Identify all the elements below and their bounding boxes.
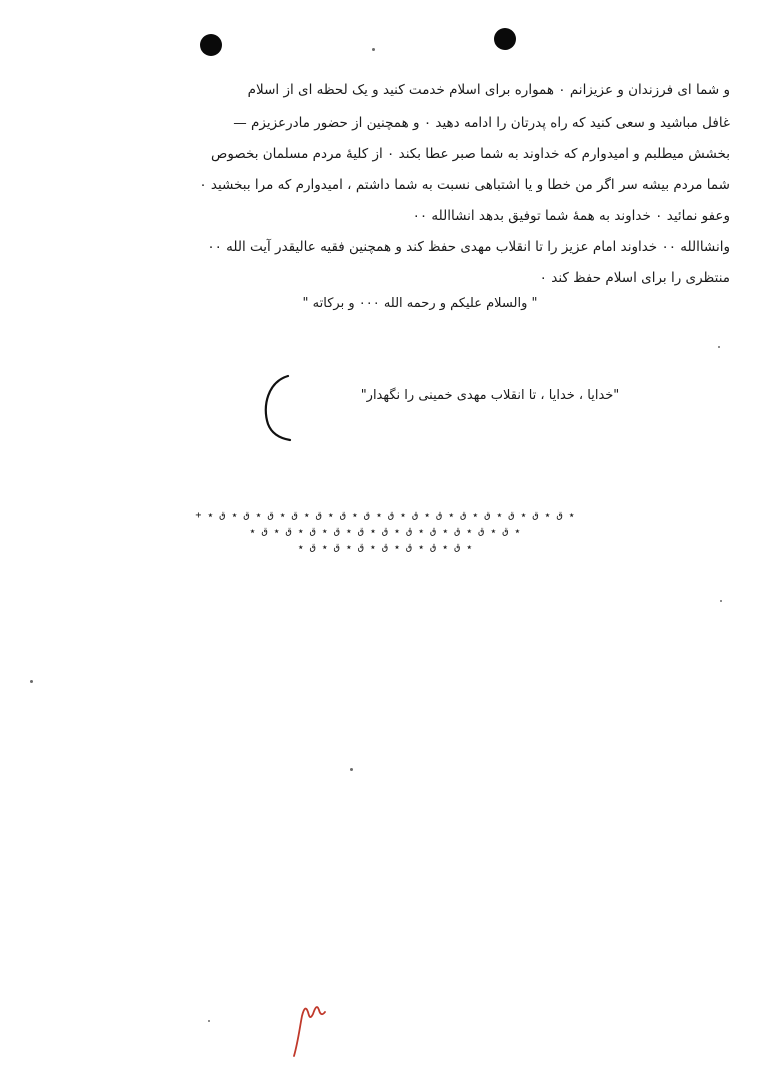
- handwritten-page-number: [288, 990, 328, 1060]
- body-line-6: وانشاالله ۰۰ خداوند امام عزیز را تا انقلاب مهدی حفظ کند و همچنین فقیه عالیقدر آیت الله ۰۰: [207, 239, 730, 255]
- scan-speck: [718, 346, 720, 348]
- body-line-7: منتظری را برای اسلام حفظ کند ۰: [539, 270, 730, 286]
- body-line-5: وعفو نمائید ۰ خداوند به همهٔ شما توفیق بدهد انشاالله ۰۰: [412, 208, 730, 224]
- body-line-2: غافل مباشید و سعی کنید که راه پدرتان را ادامه دهید ۰ و همچنین از حضور مادرعزیزم —: [233, 115, 730, 131]
- ornament-row-2: ٭ ق ٭ ق ٭ ق ٭ ق ٭ ق ٭ ق ٭ ق ٭ ق ٭ ق ٭ ق ٭ ق ٭: [249, 526, 521, 537]
- scan-speck: [350, 768, 353, 771]
- ornament-row-1: + ٭ ق ٭ ق ٭ ق ٭ ق ٭ ق ٭ ق ٭ ق ٭ ق ٭ ق ٭ ق ٭ ق ٭ ق ٭ ق ٭ ق ٭ ق ٭: [195, 510, 575, 521]
- closing-salutation: " والسلام علیکم و رحمه الله ۰۰۰ و برکاته ": [302, 296, 538, 311]
- body-line-1: و شما ای فرزندان و عزیزانم ۰ همواره برای اسلام خدمت کنید و یک لحظه ای از اسلام: [247, 82, 730, 98]
- scan-speck: [30, 680, 33, 683]
- ornament-row-3: ٭ ق ٭ ق ٭ ق ٭ ق ٭ ق ٭ ق ٭ ق ٭: [297, 542, 473, 553]
- handwritten-bracket-mark: [262, 372, 292, 442]
- body-line-3: بخشش میطلبم و امیدوارم که خداوند به شما صبر عطا بکند ۰ از کلیهٔ مردم مسلمان بخصوص: [211, 146, 730, 162]
- scan-speck: [372, 48, 375, 51]
- slogan: "خدایا ، خدایا ، تا انقلاب مهدی خمینی را نگهدار": [360, 388, 620, 403]
- scan-speck: [208, 1020, 210, 1022]
- punch-hole-left: [200, 34, 222, 56]
- punch-hole-right: [494, 28, 516, 50]
- body-line-4: شما مردم بیشه سر اگر من خطا و یا اشتباهی نسبت به شما داشتم ، امیدوارم که مرا ببخشید ۰: [199, 177, 730, 193]
- scan-speck: [720, 600, 722, 602]
